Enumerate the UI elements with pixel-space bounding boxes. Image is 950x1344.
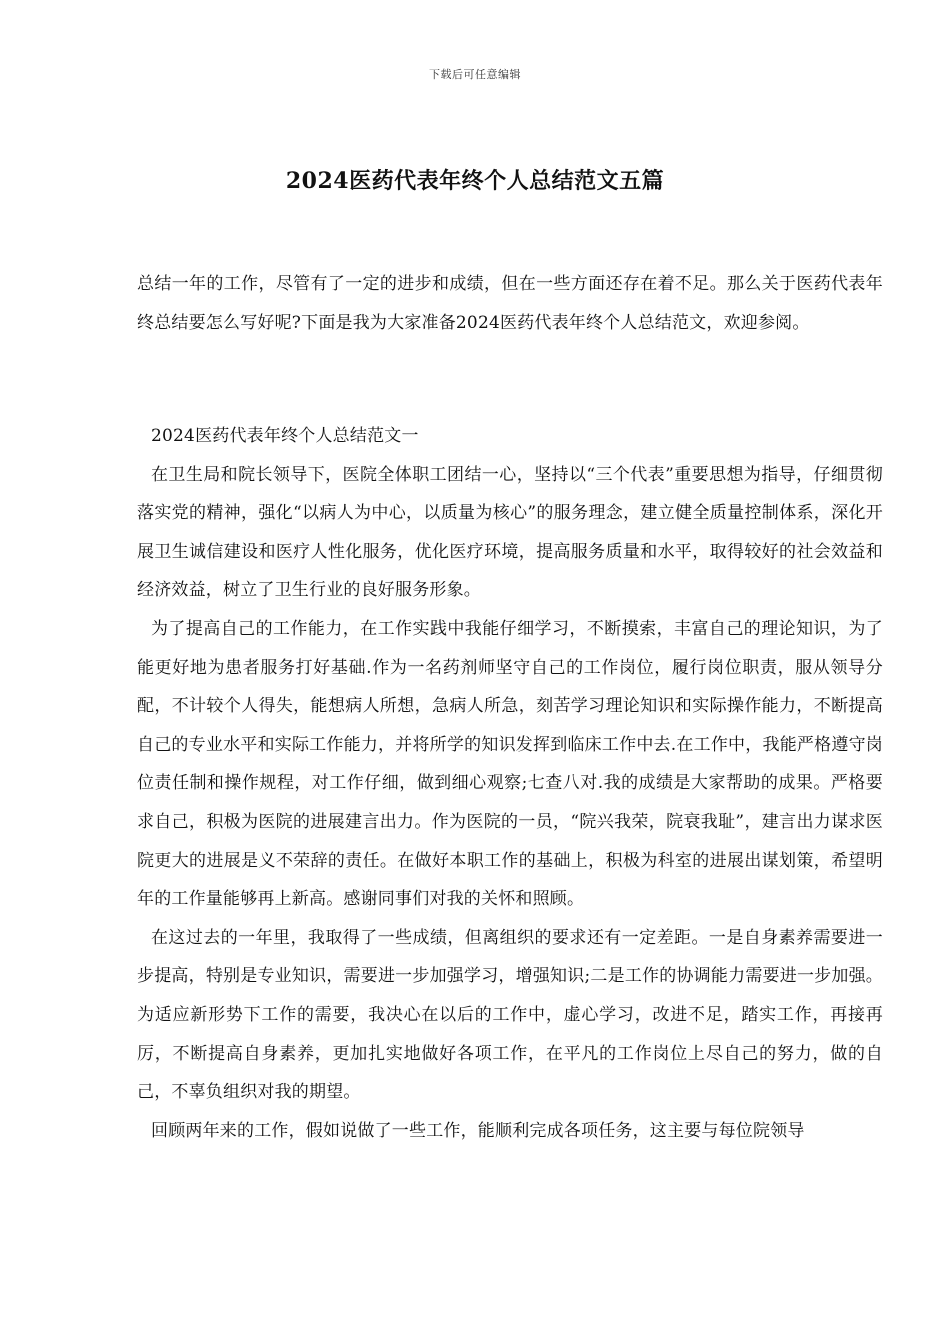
section-heading: 2024医药代表年终个人总结范文一 — [151, 426, 419, 446]
paragraph-3: 在这过去的一年里，我取得了一些成绩，但离组织的要求还有一定差距。一是自身素养需要进一步提高，特别是专业知识，需要进一步加强学习，增强知识;二是工作的协调能力需要进一步加强。为适应新形势下工作的需要，我决心在以后的工作中，虚心学习，改进不足，踏实工作，再接再厉，不断提高自身素养，更加扎实地做好各项工作，在平凡的工作岗位上尽自己的努力，做的自己，不辜负组织对我的期望。 — [137, 927, 883, 1103]
intro-paragraph: 总结一年的工作，尽管有了一定的进步和成绩，但在一些方面还存在着不足。那么关于医药代表年终总结要怎么写好呢?下面是我为大家准备2024医药代表年终个人总结范文，欢迎参阅。 — [137, 274, 883, 333]
section-one — [137, 417, 883, 1150]
document-title: 2024医药代表年终个人总结范文五篇 — [285, 168, 665, 194]
paragraph-1: 在卫生局和院长领导下，医院全体职工团结一心，坚持以“三个代表”重要思想为指导，仔细贯彻落实党的精神，强化“以病人为中心，以质量为核心”的服务理念，建立健全质量控制体系，深化开展卫生诚信建设和医疗人性化服务，优化医疗环境，提高服务质量和水平，取得较好的社会效益和经济效益，树立了卫生行业的良好服务形象。 — [137, 464, 883, 601]
paragraph-2: 为了提高自己的工作能力，在工作实践中我能仔细学习，不断摸索，丰富自己的理论知识，为了能更好地为患者服务打好基础.作为一名药剂师坚守自己的工作岗位，履行岗位职责，服从领导分配，不计较个人得失，能想病人所想，急病人所急，刻苦学习理论知识和实际操作能力，不断提高自己的专业水平和实际工作能力，并将所学的知识发挥到临床工作中去.在工作中，我能严格遵守岗位责任制和操作规程，对工作仔细，做到细心观察;七查八对.我的成绩是大家帮助的成果。严格要求自己，积极为医院的进展建言出力。作为医院的一员，“院兴我荣，院衰我耻”，建言出力谋求医院更大的进展是义不荣辞的责任。在做好本职工作的基础上，积极为科室的进展出谋划策，希望明年的工作量能够再上新高。感谢同事们对我的关怀和照顾。 — [137, 618, 883, 910]
paragraph-4: 回顾两年来的工作，假如说做了一些工作，能顺利完成各项任务，这主要与每位院领导 — [151, 1120, 805, 1141]
header-note: 下载后可任意编辑 — [429, 68, 521, 81]
